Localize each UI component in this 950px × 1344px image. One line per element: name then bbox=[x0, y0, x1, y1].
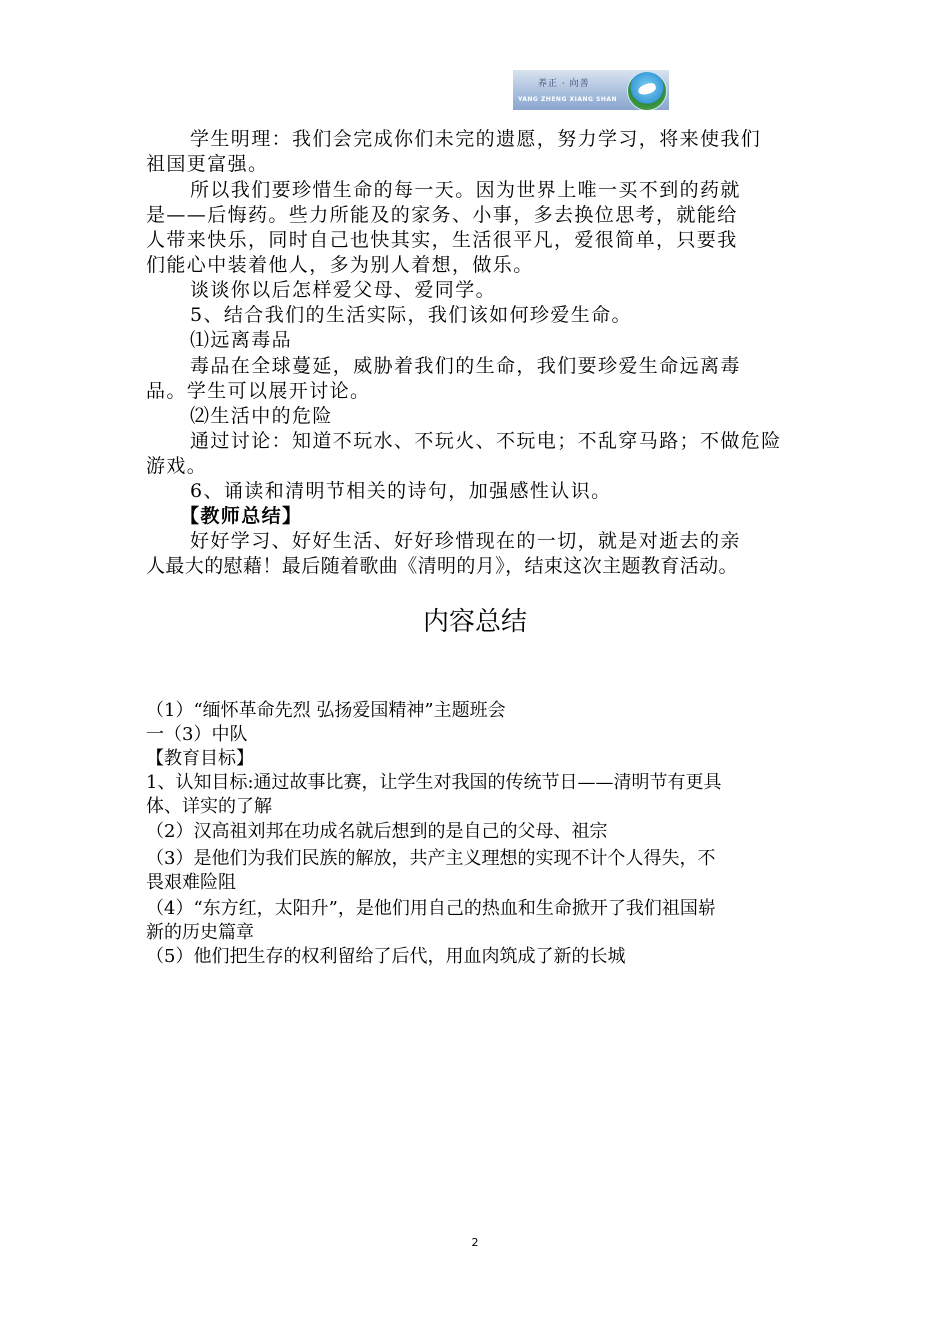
summary-line: 畏艰难险阻 bbox=[146, 872, 236, 893]
summary-line: （5）他们把生存的权利留给了后代，用血肉筑成了新的长城 bbox=[146, 946, 626, 967]
summary-title: 内容总结 bbox=[422, 607, 527, 637]
summary-line: 体、详实的了解 bbox=[146, 796, 272, 817]
summary-line: （2）汉高祖刘邦在功成名就后想到的是自己的父母、祖宗 bbox=[146, 821, 608, 842]
body-line: ⑵生活中的危险 bbox=[190, 405, 333, 427]
body-line: 5、结合我们的生活实际，我们该如何珍爱生命。 bbox=[190, 304, 632, 326]
summary-line: 一（3）中队 bbox=[146, 724, 248, 745]
summary-line: 1、认知目标:通过故事比赛，让学生对我国的传统节日——清明节有更具 bbox=[146, 772, 722, 793]
body-line: 6、诵读和清明节相关的诗句，加强感性认识。 bbox=[190, 480, 612, 502]
body-line: 游戏。 bbox=[146, 455, 208, 477]
body-line: 好好学习、好好生活、好好珍惜现在的一切，就是对逝去的亲 bbox=[190, 530, 741, 552]
body-line: 谈谈你以后怎样爱父母、爱同学。 bbox=[190, 279, 497, 301]
summary-line: 新的历史篇章 bbox=[146, 922, 254, 943]
logo-pinyin: YANG ZHENG XIANG SHAN bbox=[518, 96, 617, 103]
body-line: 通过讨论：知道不玩水、不玩火、不玩电；不乱穿马路；不做危险 bbox=[190, 430, 782, 452]
teacher-summary-heading: 【教师总结】 bbox=[180, 505, 303, 527]
body-line: 是——后悔药。些力所能及的家务、小事，多去换位思考，就能给 bbox=[146, 204, 738, 226]
body-line: 们能心中装着他人，多为别人着想，做乐。 bbox=[146, 254, 534, 276]
summary-line: （1）“缅怀革命先烈 弘扬爱国精神”主题班会 bbox=[146, 700, 506, 721]
header-logo bbox=[513, 70, 669, 110]
body-line: ⑴远离毒品 bbox=[190, 329, 293, 351]
summary-line: 【教育目标】 bbox=[146, 748, 254, 769]
logo-motto: 养正 · 向善 bbox=[538, 79, 590, 89]
body-line: 人带来快乐，同时自己也快其实，生活很平凡，爱很简单，只要我 bbox=[146, 229, 738, 251]
body-line: 祖国更富强。 bbox=[146, 153, 269, 175]
body-line: 品。学生可以展开讨论。 bbox=[146, 380, 371, 402]
dove-emblem-icon bbox=[627, 71, 667, 110]
body-line: 人最大的慰藉！最后随着歌曲《清明的月》，结束这次主题教育活动。 bbox=[146, 555, 738, 577]
body-line: 学生明理：我们会完成你们未完的遗愿，努力学习，将来使我们 bbox=[190, 128, 762, 150]
body-line: 毒品在全球蔓延，威胁着我们的生命，我们要珍爱生命远离毒 bbox=[190, 355, 741, 377]
summary-line: （4）“东方红，太阳升”，是他们用自己的热血和生命掀开了我们祖国崭 bbox=[146, 898, 716, 919]
body-line: 所以我们要珍惜生命的每一天。因为世界上唯一买不到的药就 bbox=[190, 179, 741, 201]
page-number: 2 bbox=[471, 1236, 479, 1249]
summary-line: （3）是他们为我们民族的解放，共产主义理想的实现不计个人得失，不 bbox=[146, 848, 716, 869]
